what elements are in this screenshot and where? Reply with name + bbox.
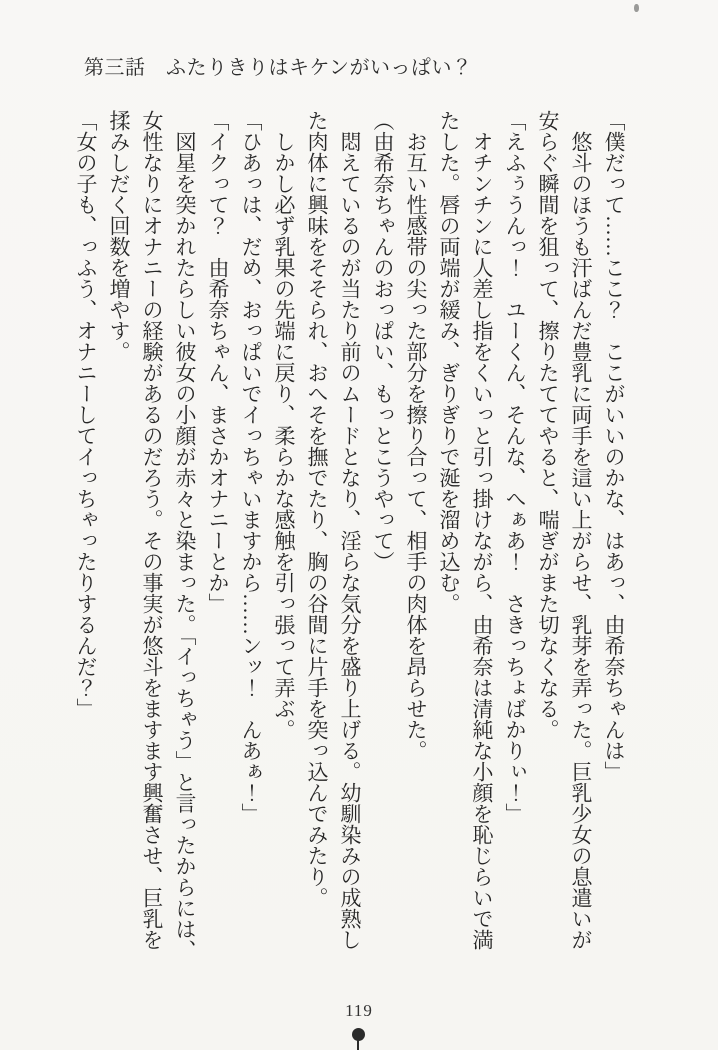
text-line: た肉体に興味をそそられ、おへそを撫でたり、胸の谷間に片手を突っ込んでみたり。 [305, 110, 329, 908]
text-line: 悠斗のほうも汗ばんだ豊乳に両手を這い上がらせ、乳芽を弄った。巨乳少女の息遣いが [569, 110, 593, 950]
text-line: 「ひあっは、だめ、おっぱいでイっちゃいますから……ンッ！ んあぁ！」 [239, 110, 263, 824]
page-number: 119 [345, 1001, 373, 1020]
text-line: 図星を突かれたらしい彼女の小顔が赤々と染まった。「イっちゃう」と言ったからには、 [173, 110, 197, 961]
text-line: 女性なりにオナニーの経験があるのだろう。その事実が悠斗をますます興奮させ、巨乳を [140, 110, 164, 950]
text-line: 「僕だって……ここ？ ここがいいのかな、はあっ、由希奈ちゃんは」 [602, 110, 626, 782]
binding-pin-mark [351, 1028, 365, 1050]
text-line: （由希奈ちゃんのおっぱい、もっとこうやって） [371, 110, 395, 572]
pin-stem [357, 1040, 359, 1050]
text-line: しかし必ず乳果の先端に戻り、柔らかな感触を引っ張って弄ぶ。 [272, 110, 296, 740]
text-line: 安らぐ瞬間を狙って、擦りたててやると、喘ぎがまた切なくなる。 [536, 110, 560, 740]
text-line: 「女の子も、っふう、オナニーしてイっちゃったりするんだ？」 [74, 110, 98, 719]
text-line: たした。唇の両端が緩み、ぎりぎりで涎を溜め込む。 [437, 110, 461, 614]
text-body [60, 110, 630, 984]
text-line: 「えふぅうんっ！ ユーくん、そんな、へぁあ！ さきっちょばかりぃ！」 [503, 110, 527, 824]
text-line: 悶えているのが当たり前のムードとなり、淫らな気分を盛り上げる。幼馴染みの成熟し [338, 110, 362, 950]
text-line: お互い性感帯の尖った部分を擦り合って、相手の肉体を昂らせた。 [404, 110, 428, 761]
scan-artifact-dot [634, 4, 639, 12]
text-line: 揉みしだく回数を増やす。 [107, 110, 131, 362]
text-line: 「イクって？ 由希奈ちゃん、まさかオナニーとか」 [206, 110, 230, 614]
text-line: オチンチンに人差し指をくいっと引っ掛けながら、由希奈は清純な小顔を恥じらいで満 [470, 110, 494, 950]
chapter-header: 第三話 ふたりきりはキケンがいっぱい？ [84, 57, 473, 79]
